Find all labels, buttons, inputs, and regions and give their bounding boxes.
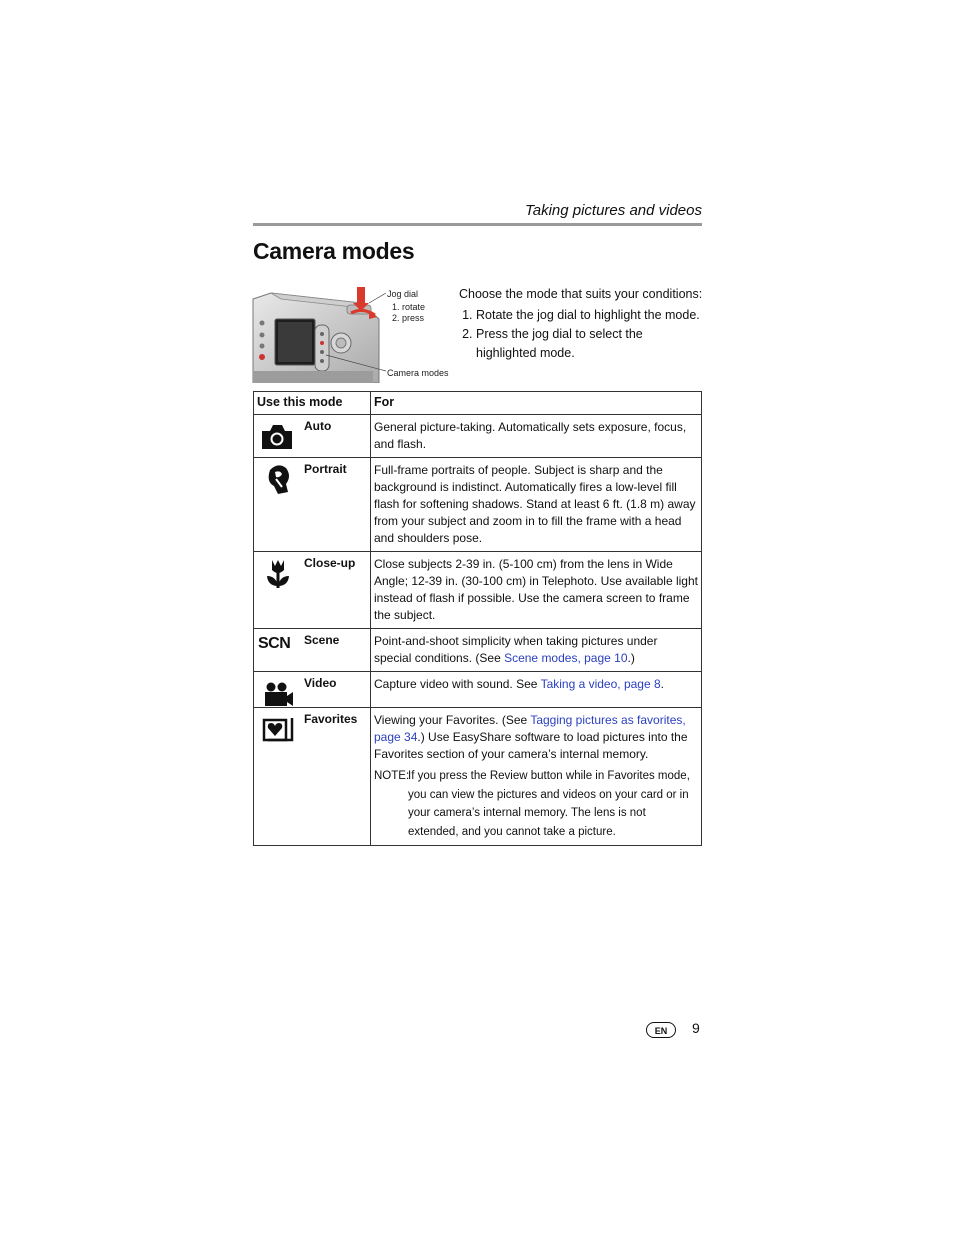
scn-icon: SCN <box>258 635 291 652</box>
note-text: If you press the Review button while in Favorites mode, you can view the pictures and videos on your card or in your camera’s internal memory. The lens is not extended, and you cannot take a picture. <box>408 770 690 838</box>
mode-name: Favorites <box>304 712 358 726</box>
mode-description: Close subjects 2-39 in. (5-100 cm) from the lens in Wide Angle; 12-39 in. (30-100 cm) in Telephoto. Use available light instead of flash if possible. Use the camera screen to frame the subject. <box>371 552 702 629</box>
step-press: 2. Press the jog dial to select the highlighted mode. <box>476 325 702 363</box>
mode-name: Video <box>304 676 337 690</box>
intro-instructions <box>459 285 702 363</box>
running-header: Taking pictures and videos <box>524 202 702 219</box>
table-header-row <box>254 392 702 415</box>
video-camera-icon <box>258 676 296 710</box>
scene-modes-link[interactable]: Scene modes, page 10 <box>504 651 628 665</box>
table-row <box>254 552 702 629</box>
flower-icon <box>258 556 296 590</box>
step-rotate: 1. Rotate the jog dial to highlight the mode. <box>476 306 702 325</box>
taking-video-link[interactable]: Taking a video, page 8 <box>540 677 661 691</box>
column-header-for: For <box>371 392 702 415</box>
column-header-mode: Use this mode <box>254 392 371 415</box>
table-row <box>254 629 702 672</box>
press-label: 2. press <box>392 313 425 323</box>
mode-name: Close-up <box>304 556 356 570</box>
intro-lead: Choose the mode that suits your conditions: <box>459 287 703 301</box>
note-label: NOTE: <box>374 770 410 782</box>
mode-name: Portrait <box>304 462 347 476</box>
mode-description: Full-frame portraits of people. Subject is sharp and the background is indistinct. Automatically fires a low-level fill flash for softening shadows. Stand at least 6 ft. (1.8 m) away from your subject and zoom in to fill the frame with a head and shoulders pose. <box>371 458 702 552</box>
mode-description: Viewing your Favorites. (See Tagging pictures as favorites, page 34.) Use EasyShare software to load pictures into the Favorites section of your camera’s internal memory. NOTE: If you press the Review button while in Favorites mode, you can view the pictures and videos on your card or in your camera’s internal memory. The lens is not extended, and you cannot take a picture. <box>371 708 702 846</box>
header-rule <box>253 223 702 226</box>
mode-name: Auto <box>304 419 332 433</box>
mode-description: Capture video with sound. See Taking a video, page 8. <box>371 672 702 708</box>
mode-name: Scene <box>304 633 340 647</box>
camera-icon <box>258 419 296 453</box>
favorites-note <box>374 767 698 841</box>
language-badge: EN <box>646 1022 676 1038</box>
table-row <box>254 672 702 708</box>
portrait-icon <box>258 462 296 496</box>
rotate-label: 1. rotate <box>392 302 426 312</box>
camera-illustration <box>251 283 451 383</box>
mode-description: Point-and-shoot simplicity when taking pictures under special conditions. (See Scene modes, page 10.) <box>371 629 702 672</box>
page-title: Camera modes <box>253 238 415 264</box>
tagging-favorites-link[interactable]: Tagging pictures as favorites, page 34 <box>374 713 686 744</box>
table-row <box>254 458 702 552</box>
favorites-icon <box>258 712 296 746</box>
page-number: 9 <box>692 1020 700 1036</box>
instruction-steps <box>459 306 702 363</box>
camera-modes-table <box>253 391 702 846</box>
jog-dial-label: Jog dial <box>387 289 419 299</box>
camera-modes-label: Camera modes <box>387 368 449 378</box>
mode-description: General picture-taking. Automatically sets exposure, focus, and flash. <box>371 415 702 458</box>
table-row <box>254 708 702 846</box>
table-row <box>254 415 702 458</box>
